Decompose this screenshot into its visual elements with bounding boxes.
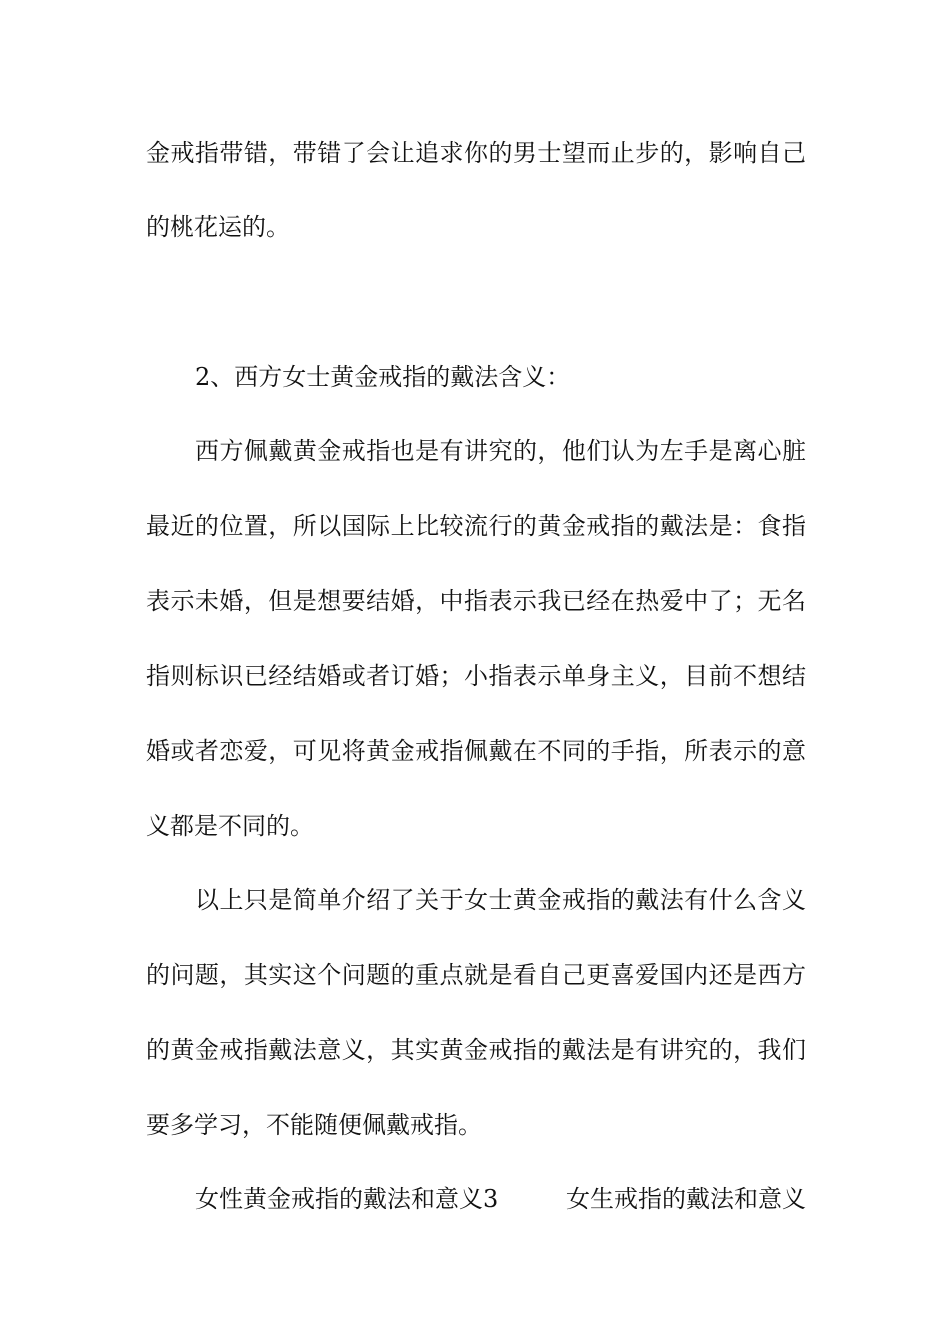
paragraph-line: 要多学习，不能随便佩戴戒指。: [146, 1111, 482, 1139]
paragraph-line: 金戒指带错，带错了会让追求你的男士望而止步的，影响自己: [146, 139, 806, 167]
section-title: [195, 1184, 806, 1214]
paragraph-line: 的桃花运的。: [146, 213, 290, 241]
paragraph-line: 指则标识已经结婚或者订婚；小指表示单身主义，目前不想结: [146, 662, 806, 690]
paragraph-line: 义都是不同的。: [146, 812, 314, 840]
section-title-left: 女性黄金戒指的戴法和意义3: [195, 1185, 499, 1213]
paragraph-line: 表示未婚，但是想要结婚，中指表示我已经在热爱中了；无名: [146, 587, 806, 615]
paragraph-line: 婚或者恋爱，可见将黄金戒指佩戴在不同的手指，所表示的意: [146, 737, 806, 765]
paragraph-line: 最近的位置，所以国际上比较流行的黄金戒指的戴法是：食指: [146, 512, 806, 540]
section-heading: 2、西方女士黄金戒指的戴法含义：: [195, 363, 571, 391]
section-title-right: 女生戒指的戴法和意义: [566, 1185, 806, 1213]
paragraph-line: 以上只是简单介绍了关于女士黄金戒指的戴法有什么含义: [195, 886, 806, 914]
paragraph-line: 西方佩戴黄金戒指也是有讲究的，他们认为左手是离心脏: [195, 437, 806, 465]
paragraph-line: 的黄金戒指戴法意义，其实黄金戒指的戴法是有讲究的，我们: [146, 1036, 806, 1064]
paragraph-line: 的问题，其实这个问题的重点就是看自己更喜爱国内还是西方: [146, 961, 806, 989]
